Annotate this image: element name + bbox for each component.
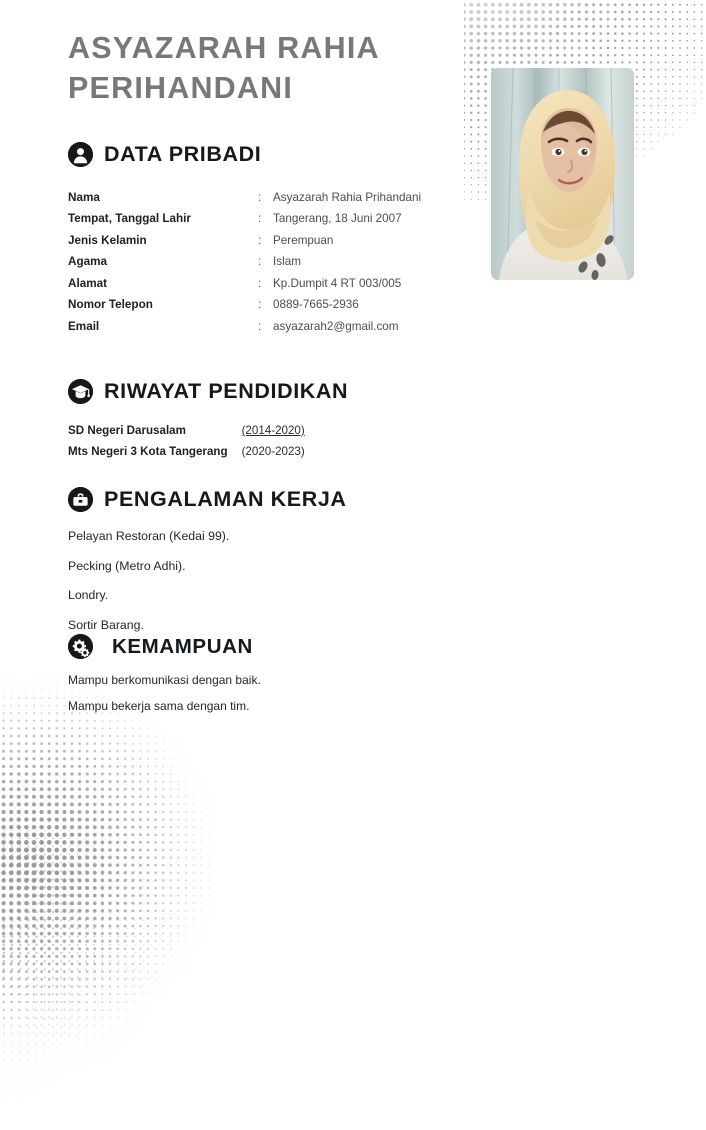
education-school: Mts Negeri 3 Kota Tangerang bbox=[68, 446, 242, 467]
experience-list bbox=[68, 529, 229, 647]
section-header-experience bbox=[68, 487, 347, 512]
field-value: 0889-7665-2936 bbox=[273, 299, 488, 320]
field-label: Alamat bbox=[68, 278, 258, 299]
skills-list bbox=[68, 673, 261, 725]
education-table bbox=[68, 425, 305, 467]
section-header-education bbox=[68, 379, 348, 404]
list-item: Pelayan Restoran (Kedai 99). bbox=[68, 529, 229, 543]
table-row bbox=[68, 299, 488, 320]
section-title-experience: PENGALAMAN KERJA bbox=[104, 487, 347, 512]
avatar bbox=[491, 68, 634, 280]
table-row bbox=[68, 446, 305, 467]
education-years: (2014-2020) bbox=[242, 425, 305, 446]
field-value: Tangerang, 18 Juni 2007 bbox=[273, 213, 488, 234]
field-value: Kp.Dumpit 4 RT 003/005 bbox=[273, 278, 488, 299]
section-header-skills bbox=[68, 634, 253, 659]
section-header-personal bbox=[68, 142, 261, 167]
personal-data-table bbox=[68, 192, 488, 342]
field-label: Email bbox=[68, 321, 258, 342]
field-separator: : bbox=[258, 192, 273, 213]
field-separator: : bbox=[258, 213, 273, 234]
portrait-photo bbox=[491, 68, 634, 280]
table-row bbox=[68, 278, 488, 299]
field-separator: : bbox=[258, 278, 273, 299]
education-years: (2020-2023) bbox=[242, 446, 305, 467]
field-label: Tempat, Tanggal Lahir bbox=[68, 213, 258, 234]
field-separator: : bbox=[258, 321, 273, 342]
field-separator: : bbox=[258, 235, 273, 256]
list-item: Mampu bekerja sama dengan tim. bbox=[68, 699, 261, 713]
list-item: Sortir Barang. bbox=[68, 618, 229, 632]
table-row bbox=[68, 321, 488, 342]
field-label: Agama bbox=[68, 256, 258, 277]
field-value: Perempuan bbox=[273, 235, 488, 256]
gears-icon bbox=[68, 634, 93, 659]
list-item: Mampu berkomunikasi dengan baik. bbox=[68, 673, 261, 687]
table-row bbox=[68, 235, 488, 256]
person-icon bbox=[68, 142, 93, 167]
list-item: Pecking (Metro Adhi). bbox=[68, 559, 229, 573]
field-separator: : bbox=[258, 299, 273, 320]
section-title-personal: DATA PRIBADI bbox=[104, 142, 261, 167]
table-row bbox=[68, 192, 488, 213]
field-value: Islam bbox=[273, 256, 488, 277]
graduation-cap-icon bbox=[68, 379, 93, 404]
table-row bbox=[68, 256, 488, 277]
field-label: Nomor Telepon bbox=[68, 299, 258, 320]
field-separator: : bbox=[258, 256, 273, 277]
education-school: SD Negeri Darusalam bbox=[68, 425, 242, 446]
field-value: asyazarah2@gmail.com bbox=[273, 321, 488, 342]
section-title-education: RIWAYAT PENDIDIKAN bbox=[104, 379, 348, 404]
field-label: Jenis Kelamin bbox=[68, 235, 258, 256]
field-value: Asyazarah Rahia Prihandani bbox=[273, 192, 488, 213]
page-title: ASYAZARAH RAHIA PERIHANDANI bbox=[68, 28, 468, 109]
list-item: Londry. bbox=[68, 588, 229, 602]
table-row bbox=[68, 213, 488, 234]
briefcase-icon bbox=[68, 487, 93, 512]
field-label: Nama bbox=[68, 192, 258, 213]
table-row bbox=[68, 425, 305, 446]
section-title-skills: KEMAMPUAN bbox=[112, 635, 253, 659]
